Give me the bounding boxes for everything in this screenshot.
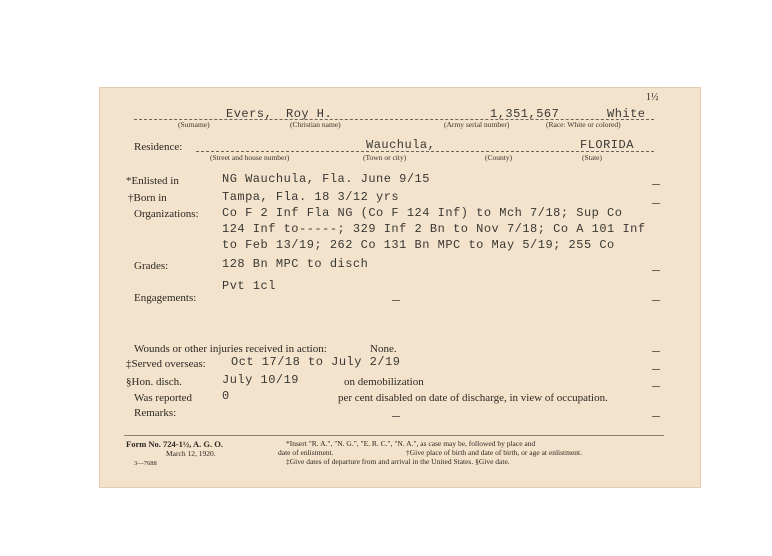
grades-end-dash-2 (652, 300, 660, 301)
hon-disch-value: July 10/19 (222, 373, 300, 387)
organizations-line-2: 124 Inf to-----; 329 Inf 2 Bn to Nov 7/18; Co A 101 Inf (222, 222, 646, 236)
state-caption: (State) (582, 153, 602, 162)
wounds-end-dash (652, 351, 660, 352)
residence-dotted-line (196, 151, 654, 152)
form-number: Form No. 724-1½, A. G. O. (126, 439, 224, 449)
residence-state-value: FLORIDA (580, 138, 634, 152)
remarks-label: Remarks: (134, 407, 177, 419)
form-date: March 12, 1920. (166, 449, 216, 458)
residence-label: Residence: (134, 141, 183, 153)
born-label: †Born in (128, 192, 167, 204)
was-reported-suffix: per cent disabled on date of discharge, in view of occupation. (338, 392, 608, 404)
hon-disch-label: §Hon. disch. (126, 376, 182, 388)
served-overseas-label: ‡Served overseas: (126, 358, 206, 370)
race-value: White (607, 107, 646, 121)
remarks-mid-dash (392, 416, 400, 417)
christian-name-value: Roy H. (286, 107, 333, 121)
remarks-end-dash (652, 416, 660, 417)
grades-end-dash (652, 270, 660, 271)
organizations-line-3: to Feb 13/19; 262 Co 131 Bn MPC to May 5/19; 255 Co (222, 238, 615, 252)
town-caption: (Town or city) (363, 153, 407, 162)
footer-rule (124, 435, 664, 436)
hon-disch-suffix: on demobilization (344, 376, 424, 388)
footnote-line-1: *Insert "R. A.", "N. G.", "E. R. C.", "N. A.", as case may be, followed by place and (286, 439, 536, 448)
street-caption: (Street and house number) (210, 153, 290, 162)
surname-value: Evers, (226, 107, 273, 121)
grades-label: Grades: (134, 260, 169, 272)
race-caption: (Race: White or colored) (546, 120, 621, 129)
county-caption: (County) (485, 153, 513, 162)
overseas-end-dash (652, 369, 660, 370)
service-record-card (99, 87, 701, 488)
was-reported-value: 0 (222, 389, 230, 403)
serial-number-value: 1,351,567 (490, 107, 560, 121)
organizations-line-1: Co F 2 Inf Fla NG (Co F 124 Inf) to Mch 7/18; Sup Co (222, 206, 623, 220)
residence-town-value: Wauchula, (366, 138, 436, 152)
grades-mid-dash (392, 300, 400, 301)
surname-caption: (Surname) (178, 120, 210, 129)
was-reported-label: Was reported (134, 392, 193, 404)
wounds-value: None. (370, 343, 397, 355)
christian-name-caption: (Christian name) (290, 120, 341, 129)
enlisted-end-dash (652, 184, 660, 185)
enlisted-label: *Enlisted in (126, 175, 179, 187)
form-code: 3—7688 (134, 460, 157, 467)
served-overseas-value: Oct 17/18 to July 2/19 (231, 355, 401, 369)
corner-mark: 1½ (646, 92, 659, 103)
enlisted-value: NG Wauchula, Fla. June 9/15 (222, 172, 430, 186)
footnote-line-3: ‡Give dates of departure from and arrival in the United States. §Give date. (286, 457, 510, 466)
serial-number-caption: (Army serial number) (444, 120, 510, 129)
organizations-label: Organizations: (134, 208, 199, 220)
footnote-line-2b: †Give place of birth and date of birth, or age at enlistment. (406, 448, 582, 457)
born-value: Tampa, Fla. 18 3/12 yrs (222, 190, 400, 204)
footnote-line-2a: date of enlistment. (278, 448, 334, 457)
hon-disch-end-dash (652, 386, 660, 387)
engagements-label: Engagements: (134, 292, 197, 304)
wounds-label: Wounds or other injuries received in action: (134, 343, 327, 355)
organizations-line-4: 128 Bn MPC to disch (222, 257, 369, 271)
grades-value: Pvt 1cl (222, 279, 276, 293)
born-end-dash (652, 203, 660, 204)
